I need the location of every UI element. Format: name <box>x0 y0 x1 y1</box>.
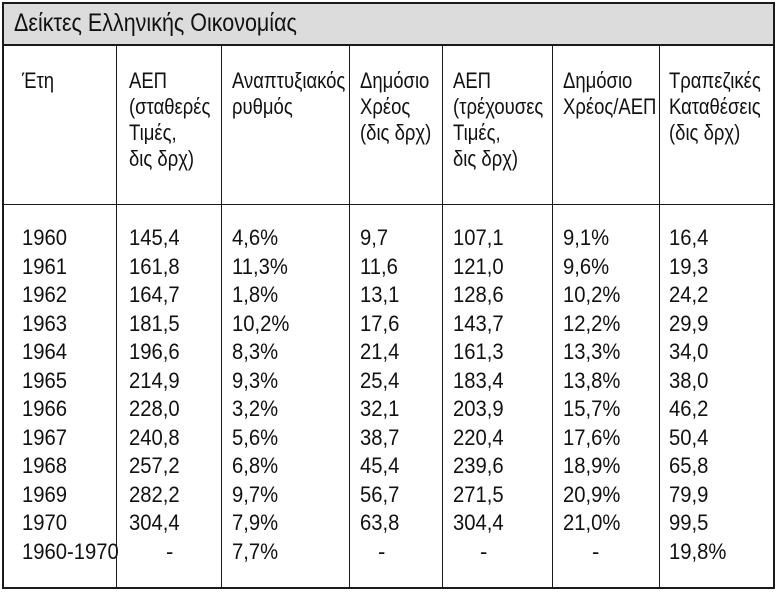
cell-year: 1968 <box>22 453 68 478</box>
cell-debt-to-gdp: 12,2% <box>563 310 621 336</box>
cell-year: 1961 <box>22 253 68 279</box>
cell-gdp-current: 271,5 <box>453 481 504 507</box>
cell-gdp-current: 183,4 <box>453 367 504 393</box>
cell-debt-to-gdp: 13,3% <box>563 339 621 364</box>
cell-public-debt: 11,6 <box>360 253 398 279</box>
cell-gdp-constant: 257,2 <box>129 453 180 478</box>
cell-bank-deposits: 65,8 <box>669 453 709 478</box>
cell-debt-to-gdp: 21,0% <box>563 510 621 535</box>
cell-gdp-constant: 181,5 <box>129 310 180 336</box>
cell-gdp-current: 203,9 <box>453 396 504 421</box>
column-divider <box>442 44 443 587</box>
cell-bank-deposits: 24,2 <box>669 282 709 307</box>
cell-gdp-current: 143,7 <box>453 310 504 336</box>
col-header-bank-deposits: Τραπεζικές Καταθέσεις (δις δρχ) <box>669 68 761 145</box>
cell-bank-deposits: 19,3 <box>669 253 709 279</box>
cell-gdp-constant: 304,4 <box>129 510 180 535</box>
cell-growth-rate: 3,2% <box>232 396 279 421</box>
col-header-public-debt: Δημόσιο Χρέος (δις δρχ) <box>360 68 432 145</box>
cell-debt-to-gdp: - <box>592 538 600 564</box>
cell-bank-deposits: 16,4 <box>669 225 709 250</box>
cell-gdp-constant: 282,2 <box>129 481 180 507</box>
column-divider <box>221 44 222 587</box>
cell-bank-deposits: 99,5 <box>669 510 709 535</box>
cell-gdp-current: 128,6 <box>453 282 504 307</box>
cell-public-debt: 25,4 <box>360 367 400 393</box>
cell-gdp-current: - <box>480 538 488 564</box>
cell-public-debt: 56,7 <box>360 481 400 507</box>
cell-gdp-constant: - <box>166 538 174 564</box>
cell-bank-deposits: 29,9 <box>669 310 709 336</box>
cell-bank-deposits: 79,9 <box>669 481 709 507</box>
cell-gdp-current: 220,4 <box>453 424 504 450</box>
cell-public-debt: - <box>378 538 386 564</box>
column-divider <box>552 44 553 587</box>
cell-bank-deposits: 50,4 <box>669 424 709 450</box>
cell-public-debt: 63,8 <box>360 510 400 535</box>
cell-gdp-constant: 161,8 <box>129 253 180 279</box>
cell-growth-rate: 8,3% <box>232 339 279 364</box>
cell-growth-rate: 10,2% <box>232 310 290 336</box>
cell-growth-rate: 6,8% <box>232 453 279 478</box>
cell-gdp-constant: 240,8 <box>129 424 180 450</box>
cell-growth-rate: 4,6% <box>232 225 279 250</box>
cell-gdp-constant: 228,0 <box>129 396 180 421</box>
cell-year: 1960 <box>22 225 68 250</box>
cell-year: 1963 <box>22 310 68 336</box>
cell-bank-deposits: 34,0 <box>669 339 709 364</box>
column-divider <box>349 44 350 587</box>
cell-year: 1966 <box>22 396 68 421</box>
cell-public-debt: 13,1 <box>360 282 400 307</box>
economy-indicators-table <box>2 2 775 589</box>
cell-year: 1960-1970 <box>22 538 119 564</box>
cell-growth-rate: 9,7% <box>232 481 279 507</box>
cell-gdp-constant: 145,4 <box>129 225 180 250</box>
cell-public-debt: 38,7 <box>360 424 400 450</box>
cell-growth-rate: 11,3% <box>232 253 288 279</box>
col-header-years: Έτη <box>22 68 55 93</box>
cell-growth-rate: 1,8% <box>232 282 279 307</box>
cell-public-debt: 9,7 <box>360 225 389 250</box>
cell-public-debt: 17,6 <box>360 310 400 336</box>
cell-bank-deposits: 38,0 <box>669 367 709 393</box>
cell-debt-to-gdp: 17,6% <box>563 424 621 450</box>
cell-year: 1969 <box>22 481 68 507</box>
cell-gdp-current: 304,4 <box>453 510 504 535</box>
table-title: Δείκτες Ελληνικής Οικονομίας <box>14 9 297 37</box>
cell-growth-rate: 7,7% <box>232 538 279 564</box>
header-divider <box>4 204 773 205</box>
col-header-gdp-current: ΑΕΠ (τρέχουσες Τιμές, δις δρχ) <box>453 68 544 171</box>
cell-bank-deposits: 46,2 <box>669 396 709 421</box>
cell-year: 1962 <box>22 282 68 307</box>
cell-debt-to-gdp: 9,1% <box>563 225 610 250</box>
cell-debt-to-gdp: 10,2% <box>563 282 621 307</box>
column-divider <box>659 44 660 587</box>
cell-gdp-constant: 196,6 <box>129 339 180 364</box>
cell-public-debt: 32,1 <box>360 396 400 421</box>
col-header-debt-to-gdp: Δημόσιο Χρέος/ΑΕΠ <box>563 68 657 119</box>
cell-gdp-constant: 164,7 <box>129 282 180 307</box>
cell-debt-to-gdp: 9,6% <box>563 253 610 279</box>
col-header-growth-rate: Αναπτυξιακός ρυθμός <box>232 68 346 119</box>
cell-debt-to-gdp: 15,7% <box>563 396 621 421</box>
table-title-bar <box>4 4 773 46</box>
cell-gdp-current: 121,0 <box>453 253 504 279</box>
cell-public-debt: 45,4 <box>360 453 400 478</box>
cell-year: 1964 <box>22 339 68 364</box>
cell-growth-rate: 7,9% <box>232 510 279 535</box>
cell-year: 1970 <box>22 510 68 535</box>
cell-debt-to-gdp: 13,8% <box>563 367 621 393</box>
cell-year: 1965 <box>22 367 68 393</box>
column-divider <box>116 44 117 587</box>
cell-gdp-current: 107,1 <box>453 225 504 250</box>
cell-debt-to-gdp: 20,9% <box>563 481 621 507</box>
cell-gdp-constant: 214,9 <box>129 367 180 393</box>
cell-gdp-current: 161,3 <box>453 339 504 364</box>
cell-bank-deposits: 19,8% <box>669 538 727 564</box>
cell-year: 1967 <box>22 424 68 450</box>
col-header-gdp-constant: ΑΕΠ (σταθερές Τιμές, δις δρχ) <box>129 68 211 171</box>
cell-debt-to-gdp: 18,9% <box>563 453 621 478</box>
cell-growth-rate: 5,6% <box>232 424 279 450</box>
cell-public-debt: 21,4 <box>360 339 400 364</box>
cell-growth-rate: 9,3% <box>232 367 279 393</box>
cell-gdp-current: 239,6 <box>453 453 504 478</box>
